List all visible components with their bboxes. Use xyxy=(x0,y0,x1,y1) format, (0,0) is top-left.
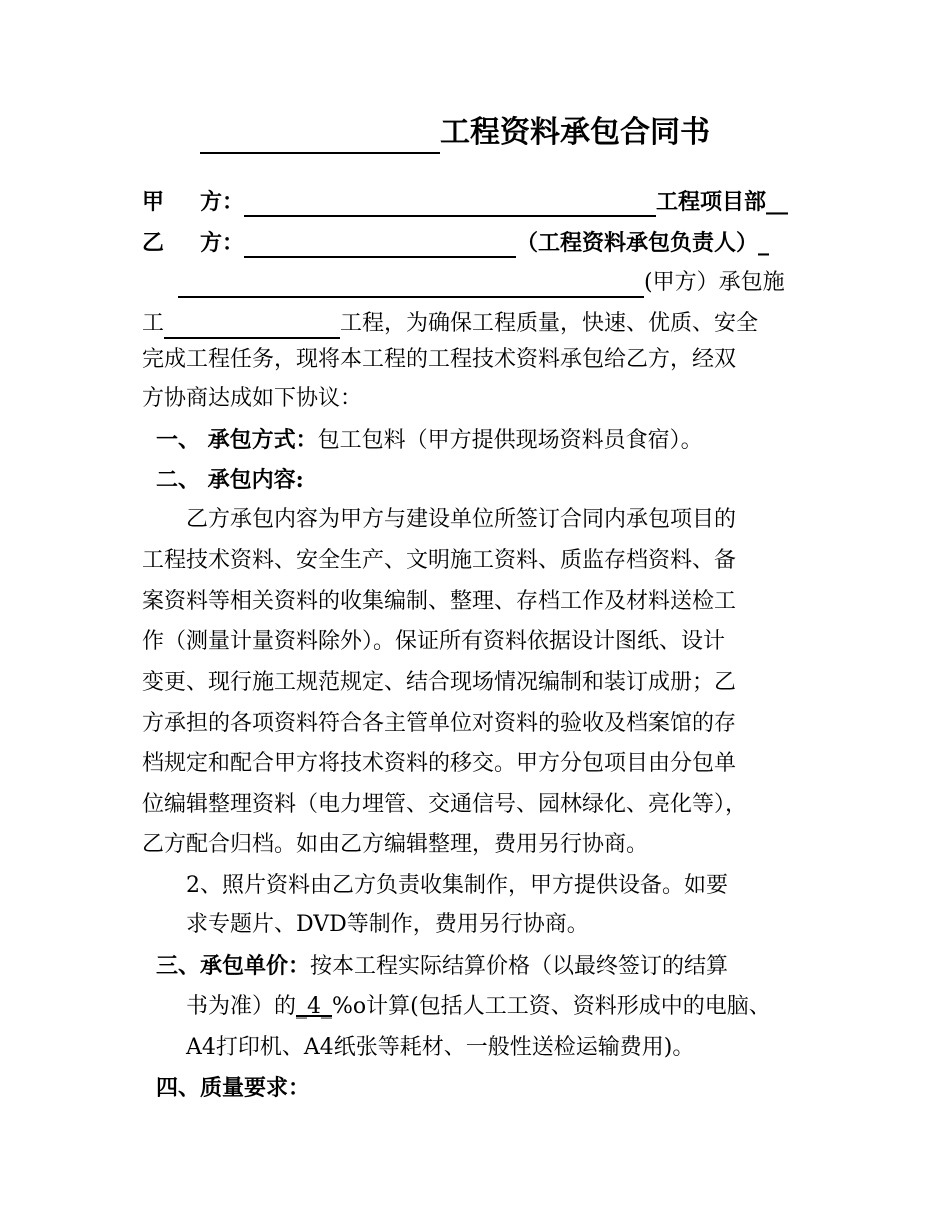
section-2-line: 位编辑整理资料（电力埋管、交通信号、园林绿化、亮化等）， xyxy=(142,792,748,817)
document-title xyxy=(200,112,760,154)
intro-project-blank xyxy=(164,307,340,339)
intro-line-2-head: 工 xyxy=(142,311,165,336)
intro-contractor-blank xyxy=(178,266,644,298)
section-4-heading: 四、质量要求： xyxy=(156,1075,311,1101)
intro-line-2-tail: 工程，为确保工程质量，快速、优质、安全 xyxy=(340,311,759,336)
party-b-label-char: 乙 xyxy=(142,230,165,256)
section-3-line-2 xyxy=(186,992,771,1022)
intro-line-2 xyxy=(142,307,758,339)
section-2-line: 工程技术资料、安全生产、文明施工资料、质监存档资料、备 xyxy=(142,548,737,573)
section-2-line: 乙方承包内容为甲方与建设单位所签订合同内承包项目的 xyxy=(186,507,737,532)
party-a-label-char: 甲 xyxy=(142,189,165,215)
section-3-line-2-tail: %o计算(包括人工工资、资料形成中的电脑、 xyxy=(332,994,771,1019)
party-a-label-tail: 方： xyxy=(200,189,245,215)
title-blank xyxy=(200,112,440,154)
section-3-line-1 xyxy=(156,951,728,982)
section-1 xyxy=(156,425,703,456)
rate-value: _4_ xyxy=(296,994,333,1019)
section-3-line-1-text: 按本工程实际结算价格（以最终签订的结算 xyxy=(310,954,729,979)
title-text: 工程资料承包合同书 xyxy=(440,115,710,150)
section-2-line: 方承担的各项资料符合各主管单位对资料的验收及档案馆的存 xyxy=(142,711,737,736)
section-2-item-2-line-1: 2、照片资料由乙方负责收集制作，甲方提供设备。如要 xyxy=(186,873,728,898)
section-3-line-3: A4打印机、A4纸张等耗材、一般性送检运输费用)。 xyxy=(186,1035,695,1060)
section-2-line: 案资料等相关资料的收集编制、整理、存档工作及材料送检工 xyxy=(142,589,737,614)
intro-line-1 xyxy=(178,266,785,298)
section-1-text: 包工包料（甲方提供现场资料员食宿）。 xyxy=(317,428,703,453)
section-3-heading: 三、承包单价： xyxy=(156,953,311,979)
party-b-blank xyxy=(244,226,516,258)
party-a-suffix: 工程项目部__ xyxy=(656,189,789,215)
party-b-line xyxy=(142,226,769,258)
section-2-line: 变更、现行施工规范规定、结合现场情况编制和装订成册；乙 xyxy=(142,670,737,695)
section-2-heading: 二、 承包内容: xyxy=(156,467,304,493)
section-2-item-2-line-2: 求专题片、DVD等制作，费用另行协商。 xyxy=(186,912,589,937)
section-3-line-2-head: 书为准）的 xyxy=(186,994,297,1019)
intro-line-1-tail: (甲方）承包施 xyxy=(644,270,785,295)
section-2-line: 档规定和配合甲方将技术资料的移交。甲方分包项目由分包单 xyxy=(142,751,737,776)
section-1-heading: 一、 承包方式： xyxy=(156,427,318,453)
section-2-line: 作（测量计量资料除外）。保证所有资料依据设计图纸、设计 xyxy=(142,629,726,654)
party-b-suffix: （工程资料承包负责人）_ xyxy=(516,230,770,256)
party-a-line xyxy=(142,185,788,217)
intro-line-4: 方协商达成如下协议： xyxy=(142,386,363,411)
party-a-blank xyxy=(244,185,656,217)
party-b-label-tail: 方： xyxy=(200,230,245,256)
intro-line-3: 完成工程任务，现将本工程的工程技术资料承包给乙方，经双 xyxy=(142,347,737,372)
section-2-line: 乙方配合归档。如由乙方编辑整理，费用另行协商。 xyxy=(142,832,649,857)
